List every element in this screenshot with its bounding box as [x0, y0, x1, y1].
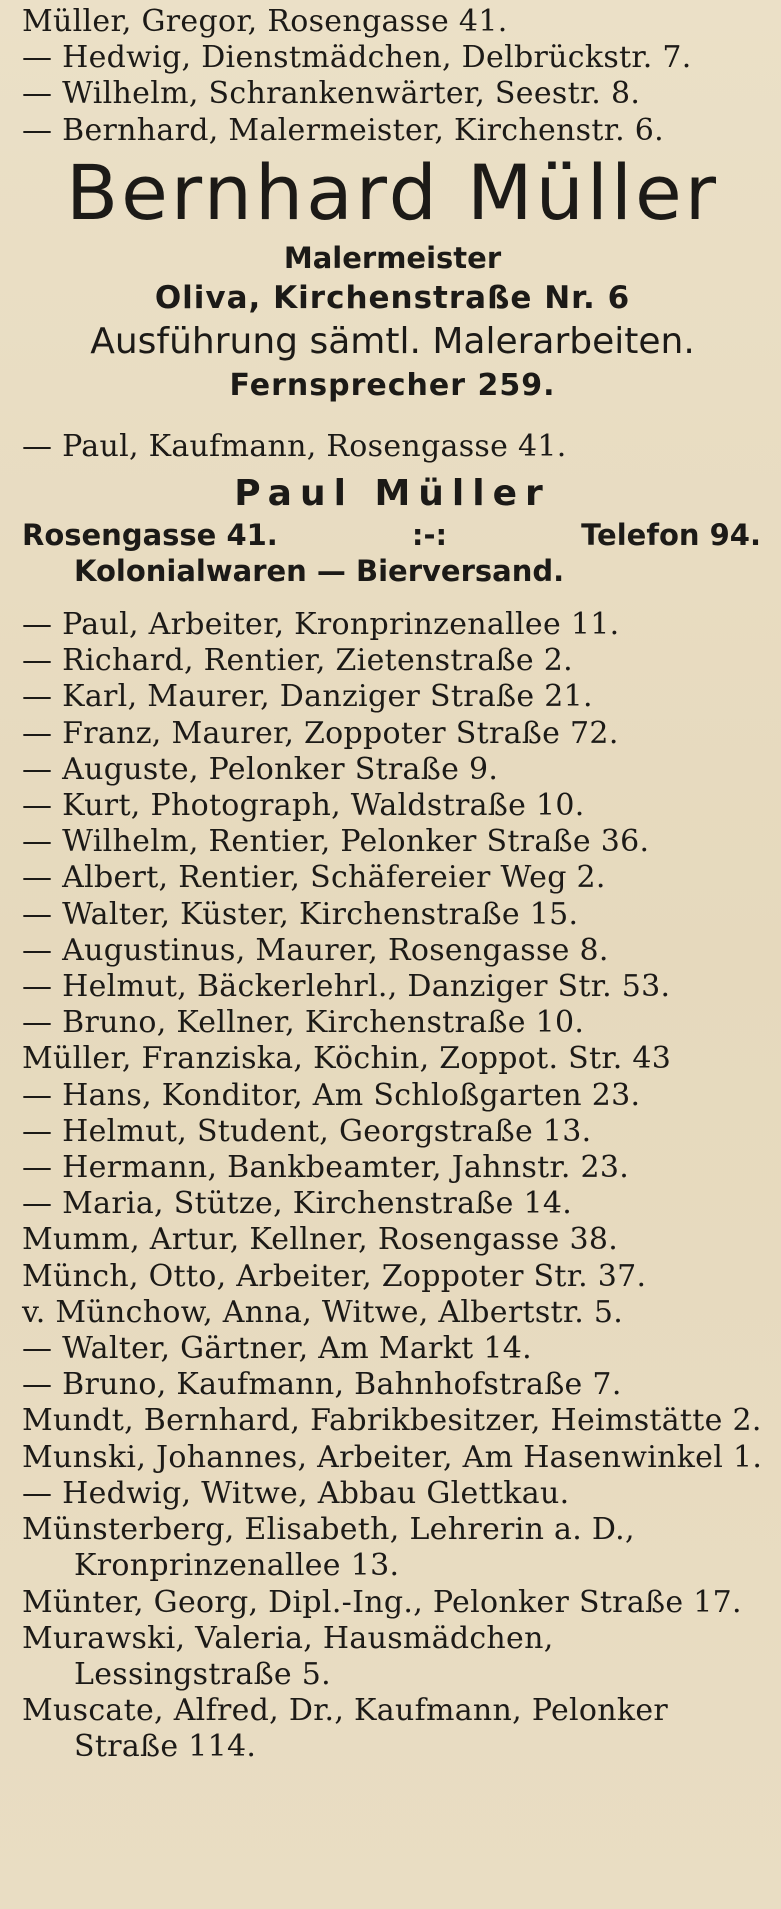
directory-entry: — Bernhard, Malermeister, Kirchenstr. 6. — [22, 112, 664, 148]
entry-list-bottom — [22, 607, 763, 1766]
directory-entry: Müller, Gregor, Rosengasse 41. — [22, 4, 508, 39]
directory-entry: — Helmut, Bäckerlehrl., Danziger Str. 53. — [22, 969, 671, 1005]
advertisement-paul-mueller — [22, 471, 763, 589]
directory-entry: — Karl, Maurer, Danziger Straße 21. — [22, 679, 593, 715]
directory-entry: — Hans, Konditor, Am Schloßgarten 23. — [22, 1077, 641, 1113]
ad-separator: :-: — [411, 518, 448, 553]
ad-services: Kolonialwaren — Bierversand. — [74, 554, 565, 589]
directory-entry: Mundt, Bernhard, Fabrikbesitzer, Heimstätte 2. — [22, 1403, 762, 1439]
directory-entry: — Helmut, Student, Georgstraße 13. — [22, 1113, 592, 1149]
directory-entry: — Richard, Rentier, Zietenstraße 2. — [22, 643, 573, 679]
directory-entry: — Maria, Stütze, Kirchenstraße 14. — [22, 1186, 573, 1222]
directory-entry: — Hedwig, Witwe, Abbau Glettkau. — [22, 1475, 570, 1511]
directory-entry: Münter, Georg, Dipl.-Ing., Pelonker Straße 17. — [22, 1584, 742, 1620]
directory-entry: Mumm, Artur, Kellner, Rosengasse 38. — [22, 1222, 619, 1258]
directory-entry: Munski, Johannes, Arbeiter, Am Hasenwinkel 1. — [22, 1439, 763, 1475]
ad-address: Oliva, Kirchenstraße Nr. 6 — [154, 279, 631, 316]
directory-entry: Murawski, Valeria, Hausmädchen, Lessingstraße 5. — [22, 1620, 554, 1692]
directory-entry: — Bruno, Kellner, Kirchenstraße 10. — [22, 1005, 585, 1041]
directory-entry: — Auguste, Pelonker Straße 9. — [22, 751, 499, 787]
directory-entry: — Franz, Maurer, Zoppoter Straße 72. — [22, 715, 619, 751]
directory-entry: — Paul, Arbeiter, Kronprinzenallee 11. — [22, 607, 620, 643]
advertisement-bernhard-mueller — [22, 147, 763, 407]
directory-entry: Müller, Franziska, Köchin, Zoppot. Str. 43 — [22, 1041, 672, 1077]
directory-entry: — Paul, Kaufmann, Rosengasse 41. — [22, 428, 567, 464]
directory-entry: — Wilhelm, Rentier, Pelonker Straße 36. — [22, 824, 650, 860]
directory-entry: — Bruno, Kaufmann, Bahnhofstraße 7. — [22, 1367, 622, 1403]
directory-entry: — Hedwig, Dienstmädchen, Delbrückstr. 7. — [22, 40, 692, 76]
directory-entry: — Wilhelm, Schrankenwärter, Seestr. 8. — [22, 76, 641, 112]
ad-address: Rosengasse 41. — [22, 518, 278, 553]
directory-entry: Münsterberg, Elisabeth, Lehrerin a. D., Kronprinzenallee 13. — [22, 1512, 635, 1584]
ad-trade: Malermeister — [283, 240, 502, 275]
ad-contact-row — [22, 517, 763, 553]
directory-entry: — Walter, Küster, Kirchenstraße 15. — [22, 896, 579, 932]
ad-business-name: Bernhard Müller — [66, 147, 719, 237]
directory-entry: — Kurt, Photograph, Waldstraße 10. — [22, 788, 585, 824]
directory-entry: — Walter, Gärtner, Am Markt 14. — [22, 1331, 532, 1367]
ad-services: Ausführung sämtl. Malerarbeiten. — [90, 320, 695, 362]
ad-phone: Fernsprecher 259. — [229, 367, 556, 403]
directory-entry: v. Münchow, Anna, Witwe, Albertstr. 5. — [22, 1294, 624, 1330]
entry-list-top — [22, 4, 763, 149]
directory-entry: — Albert, Rentier, Schäfereier Weg 2. — [22, 860, 606, 896]
ad-phone: Telefon 94. — [581, 518, 761, 553]
directory-entry: — Augustinus, Maurer, Rosengasse 8. — [22, 932, 609, 968]
directory-entry: — Hermann, Bankbeamter, Jahnstr. 23. — [22, 1150, 630, 1186]
ad-business-name: Paul Müller — [234, 473, 551, 515]
directory-entry: Muscate, Alfred, Dr., Kaufmann, Pelonker Straße 114. — [22, 1693, 669, 1765]
directory-entry: Münch, Otto, Arbeiter, Zoppoter Str. 37. — [22, 1258, 647, 1294]
